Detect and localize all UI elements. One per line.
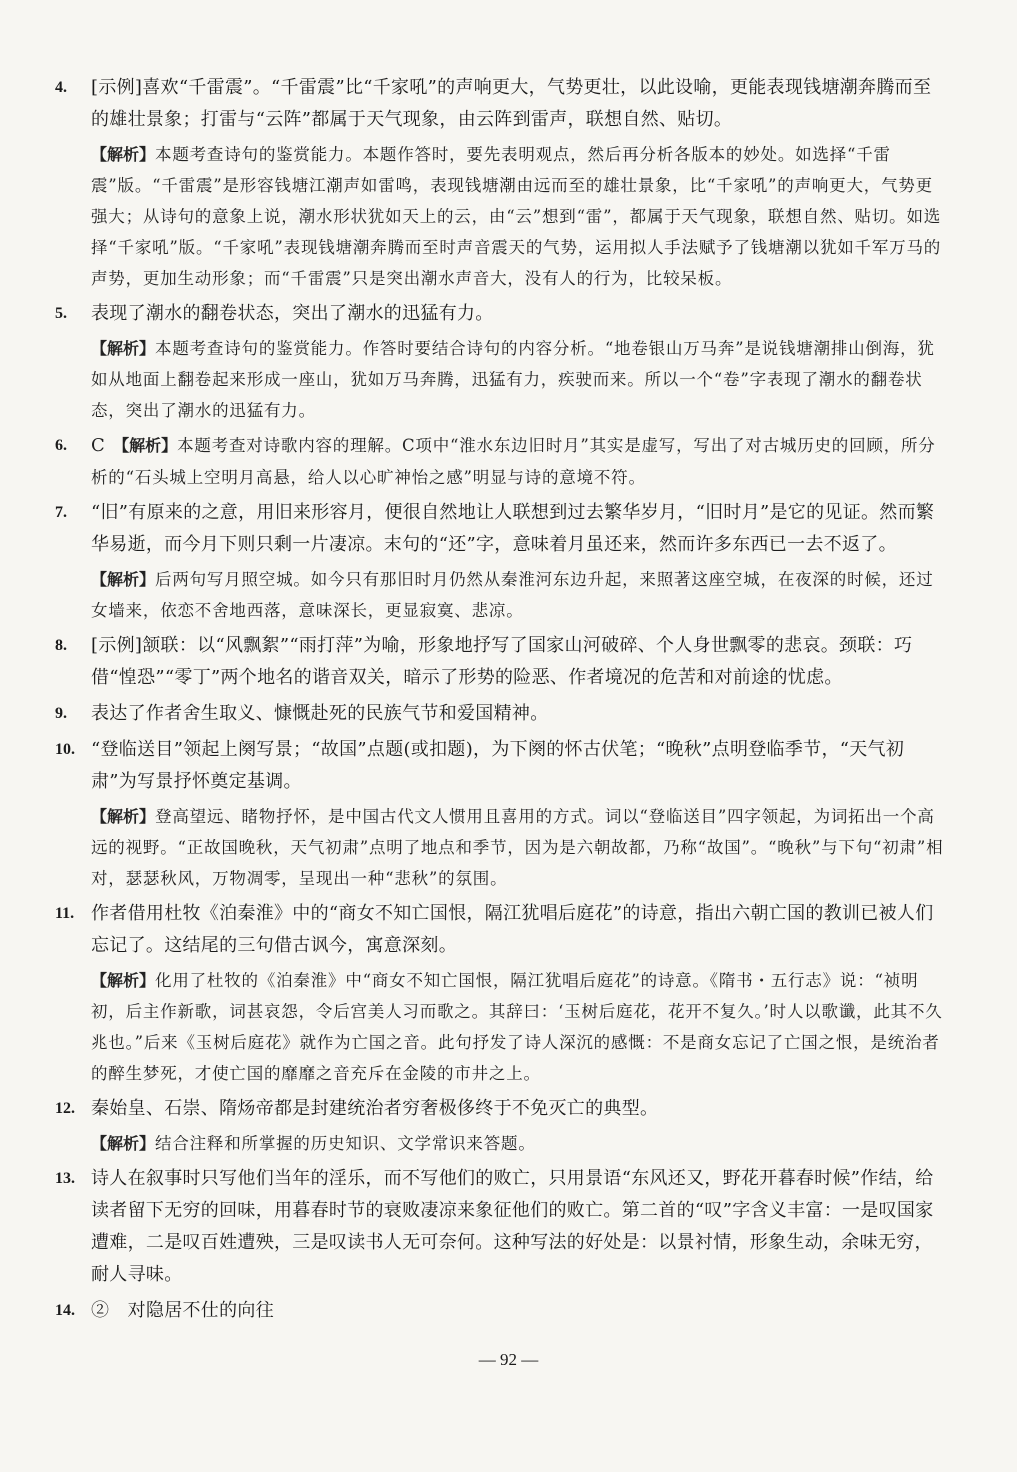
item-number: 13. [55,1170,75,1187]
choice-answer: C [91,435,106,456]
answer-text: ② 对隐居不仕的向往 [91,1300,274,1321]
analysis-tag: 【解析】 [91,971,156,990]
answer-item-12 [55,1093,947,1159]
page-number: — 92 — [478,1350,539,1369]
analysis-block [91,801,947,894]
item-number: 9. [55,705,67,722]
item-number: 12. [55,1100,75,1117]
answer-item-11 [55,898,947,1089]
item-number: 8. [55,637,67,654]
analysis-text: 结合注释和所掌握的历史知识、文学常识来答题。 [155,1134,536,1153]
answer-item-7 [55,497,947,626]
answer-item-5 [55,298,947,426]
analysis-text: 登高望远、睹物抒怀，是中国古代文人惯用且喜用的方式。词以“登临送目”四字领起，为词拓出一个高远的视野。“正故国晚秋，天气初肃”点明了地点和季节，因为是六朝故都，乃称“故国”。“晚秋”与下句“初肃”相对，瑟瑟秋风，万物凋零，呈现出一种“悲秋”的氛围。 [91,807,944,888]
item-number: 10. [55,741,75,758]
item-number: 11. [55,905,75,922]
answer-item-6 [55,430,947,493]
analysis-block [91,564,947,626]
analysis-tag: 【解析】 [91,570,156,589]
analysis-tag: 【解析】 [113,436,178,455]
analysis-tag: 【解析】 [91,807,156,826]
analysis-tag: 【解析】 [91,339,156,358]
analysis-block [91,139,947,294]
item-number: 7. [55,504,67,521]
analysis-block [91,430,947,493]
answer-text: 作者借用杜牧《泊秦淮》中的“商女不知亡国恨，隔江犹唱后庭花”的诗意，指出六朝亡国的教训已被人们忘记了。这结尾的三句借古讽今，寓意深刻。 [91,903,934,956]
analysis-text: 化用了杜牧的《泊秦淮》中“商女不知亡国恨，隔江犹唱后庭花”的诗意。《隋书・五行志》说：“祯明初，后主作新歌，词甚哀怨，令后宫美人习而歌之。其辞曰：‘玉树后庭花，花开不复久。’时人以歌谶，此其不久兆也。”后来《玉树后庭花》就作为亡国之音。此句抒发了诗人深沉的感慨：不是商女忘记了亡国之恨，是统治者的醉生梦死，才使亡国的靡靡之音充斥在金陵的市井之上。 [91,971,943,1083]
answer-text: 表达了作者舍生取义、慷慨赴死的民族气节和爱国精神。 [91,703,549,724]
answer-text: 表现了潮水的翻卷状态，突出了潮水的迅猛有力。 [91,303,494,324]
answer-item-10 [55,734,947,894]
answer-text: 秦始皇、石崇、隋炀帝都是封建统治者穷奢极侈终于不免灭亡的典型。 [91,1098,659,1119]
analysis-text: 本题考查对诗歌内容的理解。C项中“淮水东边旧时月”其实是虚写，写出了对古城历史的回顾，所分析的“石头城上空明月高悬，给人以心旷神怡之感”明显与诗的意境不符。 [91,436,936,487]
answer-item-9 [55,698,947,730]
analysis-text: 本题考查诗句的鉴赏能力。本题作答时，要先表明观点，然后再分析各版本的妙处。如选择“千雷震”版。“千雷震”是形容钱塘江潮声如雷鸣，表现钱塘潮由远而至的雄壮景象，比“千家吼”的声响更大，气势更强大；从诗句的意象上说，潮水形状犹如天上的云，由“云”想到“雷”，都属于天气现象，联想自然、贴切。如选择“千家吼”版。“千家吼”表现钱塘潮奔腾而至时声音震天的气势，运用拟人手法赋予了钱塘潮以犹如千军万马的声势，更加生动形象；而“千雷震”只是突出潮水声音大，没有人的行为，比较呆板。 [91,145,942,288]
answer-item-14 [55,1295,947,1327]
item-number: 4. [55,79,67,96]
answer-text: 诗人在叙事时只写他们当年的淫乐，而不写他们的败亡，只用景语“东风还又，野花开暮春时候”作结，给读者留下无穷的回味，用暮春时节的衰败凄凉来象征他们的败亡。第二首的“叹”字含义丰富：一是叹国家遭难，二是叹百姓遭殃，三是叹读书人无可奈何。这种写法的好处是：以景衬情，形象生动，余味无穷，耐人寻味。 [91,1168,934,1285]
analysis-tag: 【解析】 [91,1134,156,1153]
answer-item-13 [55,1163,947,1291]
answer-text: [示例]颔联：以“风飘絮”“雨打萍”为喻，形象地抒写了国家山河破碎、个人身世飘零的悲哀。颈联：巧借“惶恐”“零丁”两个地名的谐音双关，暗示了形势的险恶、作者境况的危苦和对前途的忧虑。 [91,635,913,688]
analysis-text: 本题考查诗句的鉴赏能力。作答时要结合诗句的内容分析。“地卷银山万马奔”是说钱塘潮排山倒海，犹如从地面上翻卷起来形成一座山，犹如万马奔腾，迅猛有力，疾驶而来。所以一个“卷”字表现了潮水的翻卷状态，突出了潮水的迅猛有力。 [91,339,935,420]
item-number: 6. [55,437,67,454]
answer-item-8 [55,630,947,694]
analysis-block [91,965,947,1089]
answer-item-4 [55,72,947,294]
analysis-block [91,333,947,426]
answer-text: [示例]喜欢“千雷震”。“千雷震”比“千家吼”的声响更大，气势更壮，以此设喻，更能表现钱塘潮奔腾而至的雄壮景象；打雷与“云阵”都属于天气现象，由云阵到雷声，联想自然、贴切。 [91,77,932,130]
analysis-block [91,1128,947,1159]
answer-text: “登临送目”领起上阕写景；“故国”点题(或扣题)，为下阕的怀古伏笔；“晚秋”点明登临季节，“天气初肃”为写景抒怀奠定基调。 [91,739,905,792]
item-number: 14. [55,1302,75,1319]
analysis-tag: 【解析】 [91,145,156,164]
answer-text: “旧”有原来的之意，用旧来形容月，便很自然地让人联想到过去繁华岁月，“旧时月”是它的见证。然而繁华易逝，而今月下则只剩一片凄凉。末句的“还”字，意味着月虽还来，然而许多东西已一去不返了。 [91,502,935,555]
item-number: 5. [55,305,67,322]
analysis-text: 后两句写月照空城。如今只有那旧时月仍然从秦淮河东边升起，来照著这座空城，在夜深的时候，还过女墙来，依恋不舍地西落，意味深长，更显寂寞、悲凉。 [91,570,934,620]
